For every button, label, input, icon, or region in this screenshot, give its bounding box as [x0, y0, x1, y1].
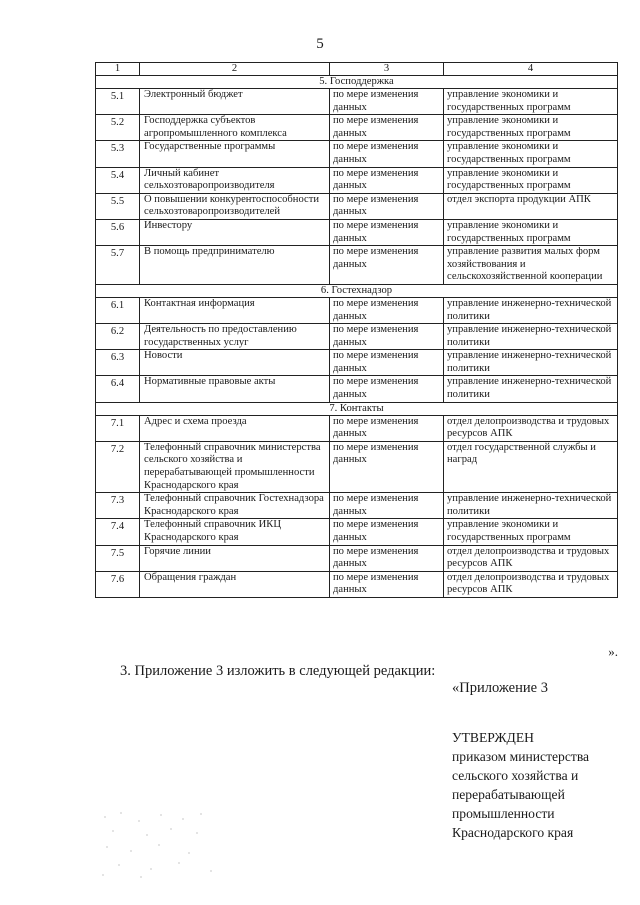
section-name: Горячие линии — [140, 545, 330, 571]
update-frequency: по мере изменения данных — [330, 219, 444, 245]
section-name: Обращения граждан — [140, 571, 330, 597]
row-number: 7.5 — [96, 545, 140, 571]
update-frequency: по мере изменения данных — [330, 415, 444, 441]
table-row — [96, 141, 618, 167]
responsible-unit: отдел делопроизводства и трудовых ресурсов АПК — [444, 571, 618, 597]
section-title: 6. Гостехнадзор — [96, 284, 618, 297]
stamp-speck — [130, 850, 132, 852]
responsible-unit: управление инженерно-технической политики — [444, 376, 618, 402]
section-row — [96, 402, 618, 415]
section-name: О повышении конкурентоспособности сельхозтоваропроизводителей — [140, 193, 330, 219]
update-frequency: по мере изменения данных — [330, 376, 444, 402]
update-frequency: по мере изменения данных — [330, 324, 444, 350]
row-number: 7.2 — [96, 441, 140, 492]
approved-line: Краснодарского края — [452, 825, 574, 840]
table-row — [96, 376, 618, 402]
stamp-speck — [170, 828, 172, 830]
column-header: 4 — [444, 63, 618, 76]
appendix-label: «Приложение 3 — [452, 680, 548, 696]
responsible-unit: управление экономики и государственных программ — [444, 89, 618, 115]
table-row — [96, 350, 618, 376]
responsible-unit: управление инженерно-технической политики — [444, 350, 618, 376]
stamp-speck — [182, 818, 184, 820]
update-frequency: по мере изменения данных — [330, 141, 444, 167]
section-name: Адрес и схема проезда — [140, 415, 330, 441]
stamp-speck — [188, 852, 190, 854]
section-title: 5. Господдержка — [96, 76, 618, 89]
update-frequency: по мере изменения данных — [330, 571, 444, 597]
table-row — [96, 219, 618, 245]
row-number: 7.1 — [96, 415, 140, 441]
section-name: В помощь предпринимателю — [140, 246, 330, 285]
row-number: 6.4 — [96, 376, 140, 402]
section-name: Электронный бюджет — [140, 89, 330, 115]
approved-line: приказом министерства — [452, 749, 590, 764]
responsible-unit: управление инженерно-технической политики — [444, 493, 618, 519]
stamp-speck — [138, 820, 140, 822]
section-name: Телефонный справочник Гостехнадзора Краснодарского края — [140, 493, 330, 519]
row-number: 5.1 — [96, 89, 140, 115]
column-header: 2 — [140, 63, 330, 76]
stamp-speck — [178, 862, 180, 864]
column-header: 3 — [330, 63, 444, 76]
responsible-unit: отдел делопроизводства и трудовых ресурсов АПК — [444, 415, 618, 441]
table-row — [96, 324, 618, 350]
closing-quote: ». — [608, 644, 618, 659]
content-table — [95, 62, 618, 598]
approval-block — [452, 728, 589, 842]
approved-title: УТВЕРЖДЕН — [452, 730, 534, 745]
approved-line: промышленности — [452, 806, 555, 821]
table-row — [96, 415, 618, 441]
update-frequency: по мере изменения данных — [330, 115, 444, 141]
responsible-unit: управление экономики и государственных программ — [444, 167, 618, 193]
update-frequency: по мере изменения данных — [330, 167, 444, 193]
page-number: 5 — [316, 36, 324, 52]
section-name: Господдержка субъектов агропромышленного комплекса — [140, 115, 330, 141]
stamp-speck — [102, 874, 104, 876]
row-number: 6.2 — [96, 324, 140, 350]
section-name: Нормативные правовые акты — [140, 376, 330, 402]
stamp-speck — [104, 816, 106, 818]
update-frequency: по мере изменения данных — [330, 545, 444, 571]
row-number: 5.2 — [96, 115, 140, 141]
section-name: Телефонный справочник ИКЦ Краснодарского края — [140, 519, 330, 545]
table-row — [96, 519, 618, 545]
stamp-speck — [120, 812, 122, 814]
stamp-speck — [196, 832, 198, 834]
responsible-unit: отдел делопроизводства и трудовых ресурсов АПК — [444, 545, 618, 571]
update-frequency: по мере изменения данных — [330, 350, 444, 376]
responsible-unit: отдел экспорта продукции АПК — [444, 193, 618, 219]
update-frequency: по мере изменения данных — [330, 297, 444, 323]
table-row — [96, 493, 618, 519]
responsible-unit: управление экономики и государственных программ — [444, 141, 618, 167]
update-frequency: по мере изменения данных — [330, 246, 444, 285]
table-row — [96, 167, 618, 193]
stamp-speck — [158, 844, 160, 846]
table-row — [96, 441, 618, 492]
table-header-row — [96, 63, 618, 76]
responsible-unit: управление развития малых форм хозяйствования и сельскохозяйственной кооперации — [444, 246, 618, 285]
stamp-speck — [140, 876, 142, 878]
section-name: Деятельность по предоставлению государственных услуг — [140, 324, 330, 350]
section-title: 7. Контакты — [96, 402, 618, 415]
update-frequency: по мере изменения данных — [330, 519, 444, 545]
stamp-speck — [200, 813, 202, 815]
update-frequency: по мере изменения данных — [330, 493, 444, 519]
section-name: Телефонный справочник министерства сельского хозяйства и перерабатывающей промышленности Краснодарского края — [140, 441, 330, 492]
section-row — [96, 76, 618, 89]
row-number: 7.6 — [96, 571, 140, 597]
stamp-speck — [150, 868, 152, 870]
table-row — [96, 115, 618, 141]
row-number: 5.4 — [96, 167, 140, 193]
responsible-unit: управление экономики и государственных программ — [444, 519, 618, 545]
instruction-text: 3. Приложение 3 изложить в следующей редакции: — [120, 663, 436, 679]
update-frequency: по мере изменения данных — [330, 441, 444, 492]
responsible-unit: отдел государственной службы и наград — [444, 441, 618, 492]
column-header: 1 — [96, 63, 140, 76]
row-number: 5.3 — [96, 141, 140, 167]
stamp-speck — [146, 834, 148, 836]
table-row — [96, 297, 618, 323]
section-name: Государственные программы — [140, 141, 330, 167]
row-number: 6.1 — [96, 297, 140, 323]
stamp-speck — [210, 870, 212, 872]
stamp-speck — [106, 846, 108, 848]
update-frequency: по мере изменения данных — [330, 193, 444, 219]
table-row — [96, 571, 618, 597]
responsible-unit: управление экономики и государственных программ — [444, 219, 618, 245]
table-row — [96, 246, 618, 285]
row-number: 5.6 — [96, 219, 140, 245]
section-name: Контактная информация — [140, 297, 330, 323]
row-number: 5.7 — [96, 246, 140, 285]
section-name: Инвестору — [140, 219, 330, 245]
update-frequency: по мере изменения данных — [330, 89, 444, 115]
row-number: 7.4 — [96, 519, 140, 545]
approved-line: перерабатывающей — [452, 787, 565, 802]
responsible-unit: управление экономики и государственных программ — [444, 115, 618, 141]
table-row — [96, 89, 618, 115]
table-row — [96, 545, 618, 571]
approved-line: сельского хозяйства и — [452, 768, 579, 783]
responsible-unit: управление инженерно-технической политики — [444, 297, 618, 323]
responsible-unit: управление инженерно-технической политики — [444, 324, 618, 350]
row-number: 7.3 — [96, 493, 140, 519]
stamp-speck — [160, 814, 162, 816]
row-number: 5.5 — [96, 193, 140, 219]
table-row — [96, 193, 618, 219]
stamp-speck — [118, 864, 120, 866]
section-name: Новости — [140, 350, 330, 376]
stamp-speck — [112, 830, 114, 832]
faint-stamp-mark — [100, 810, 220, 878]
section-name: Личный кабинет сельхозтоваропроизводителя — [140, 167, 330, 193]
row-number: 6.3 — [96, 350, 140, 376]
section-row — [96, 284, 618, 297]
